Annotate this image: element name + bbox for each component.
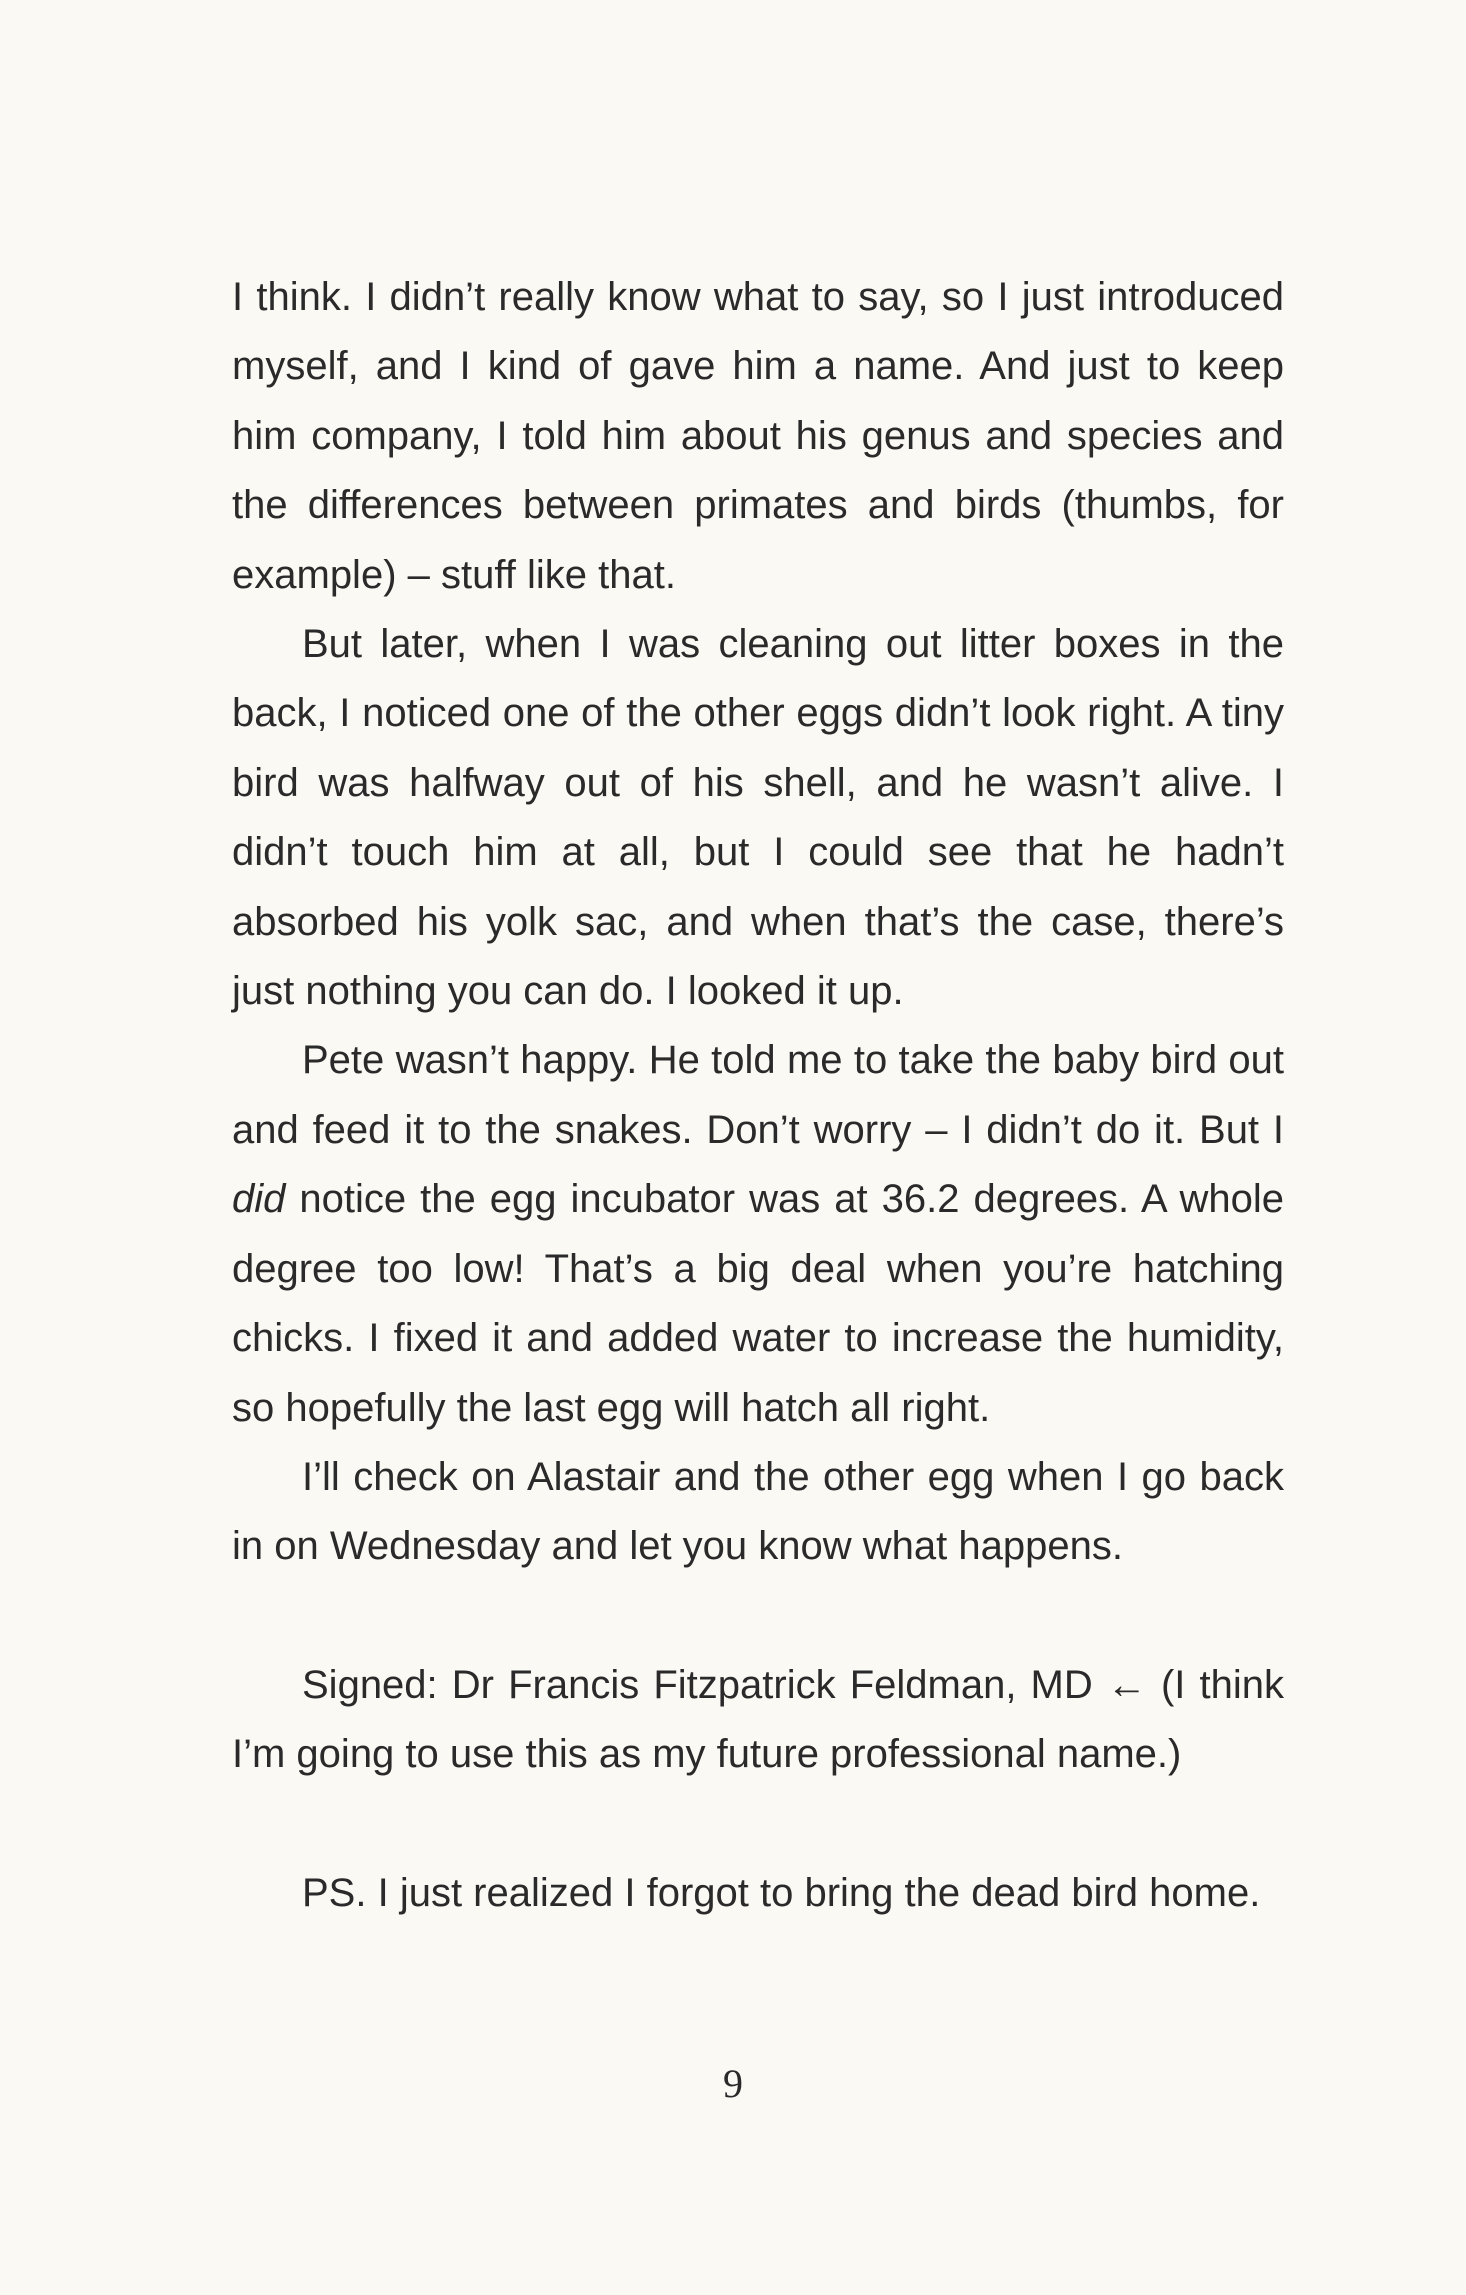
page-number: 9 — [723, 2061, 743, 2106]
paragraph-2: But later, when I was cleaning out litter boxes in the back, I noticed one of the other eggs didn’t look right. A tiny bird was halfway out of his shell, and he wasn’t alive. I didn’t touch him at all, but I could see that he hadn’t absorbed his yolk sac, and when that’s the case, there’s just nothing you can do. I looked it up. — [232, 622, 1284, 1014]
postscript: PS. I just realized I forgot to bring the dead bird home. — [302, 1870, 1261, 1915]
paragraph-3-emphasis: did — [232, 1177, 286, 1222]
paragraph-4: I’ll check on Alastair and the other egg when I go back in on Wednesday and let you know what happens. — [232, 1454, 1284, 1569]
body-text — [232, 263, 1284, 1928]
signature-line: Signed: Dr Francis Fitzpatrick Feldman, MD ← (I think I’m going to use this as my future professional name.) — [232, 1662, 1284, 1777]
paragraph-3 — [232, 1026, 1284, 1442]
paragraph-1: I think. I didn’t really know what to say, so I just introduced myself, and I kind of gave him a name. And just to keep him company, I told him about his genus and species and the differences between primates and birds (thumbs, for example) – stuff like that. — [232, 275, 1284, 597]
paragraph-3-before: Pete wasn’t happy. He told me to take the baby bird out and feed it to the snakes. Don’t worry – I didn’t do it. But I — [232, 1038, 1284, 1152]
paragraph-3-after: notice the egg incubator was at 36.2 degrees. A whole degree too low! That’s a big deal when you’re hatching chicks. I fixed it and added water to increase the humidity, so hopefully the last egg will hatch all right. — [232, 1177, 1284, 1430]
